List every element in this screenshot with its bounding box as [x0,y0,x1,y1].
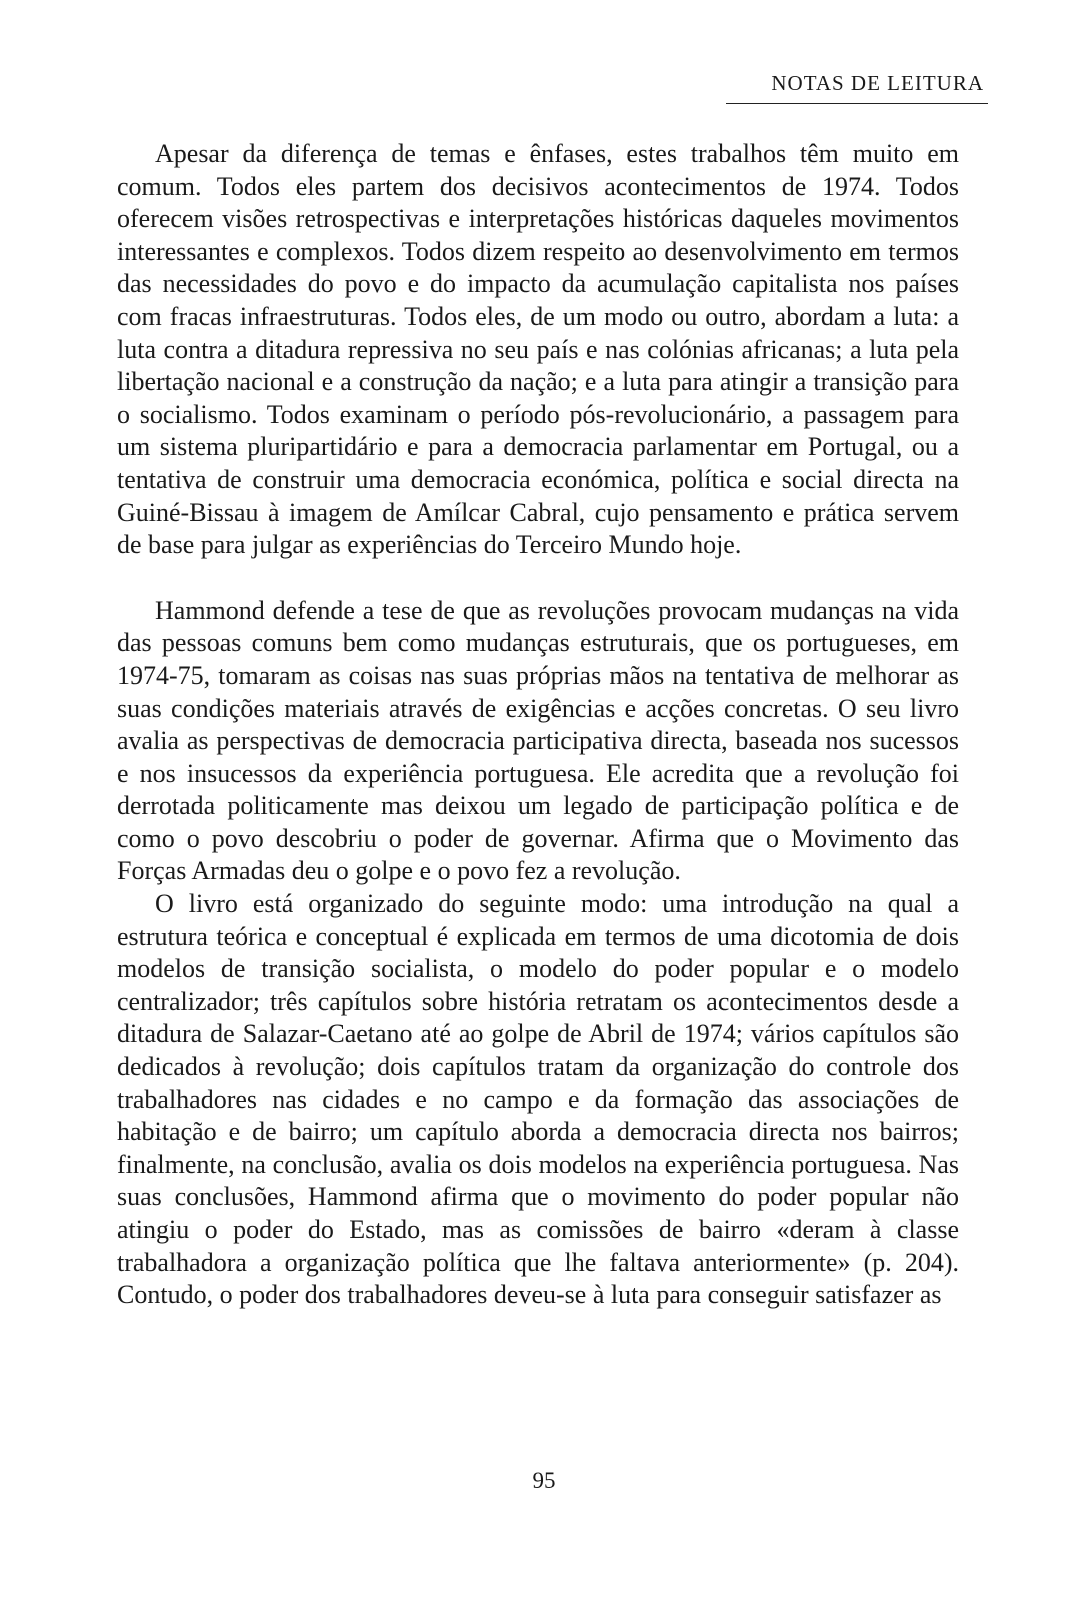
paragraph-3: O livro está organizado do seguinte modo: uma introdução na qual a estrutura teórica e conceptual é explicada em termos de uma dicotomia de dois modelos de transição socialista, o modelo do poder popular e o modelo centralizador; três capítulos sobre história retratam os acontecimentos desde a ditadura de Salazar-Caetano até ao golpe de Abril de 1974; vários capítulos são dedicados à revolução; dois capítulos tratam da organização do controle dos trabalhadores nas cidades e no campo e da formação das associações de habitação e de bairro; um capítulo aborda a democracia directa nos bairros; finalmente, na conclusão, avalia os dois modelos na experiência portuguesa. Nas suas conclusões, Hammond afirma que o movimento do poder popular não atingiu o poder do Estado, mas as comissões de bairro «deram à classe trabalhadora a organização política que lhe faltava anteriormente» (p. 204). Contudo, o poder dos trabalhadores deveu-se à luta para conseguir satisfazer as [117,889,959,1310]
running-head: NOTAS DE LEITURA [771,71,984,95]
paragraph-1: Apesar da diferença de temas e ênfases, estes trabalhos têm muito em comum. Todos eles partem dos decisivos acontecimentos de 1974. Todos oferecem visões retrospectivas e interpretações históricas daqueles movimentos interessantes e complexos. Todos dizem respeito ao desenvolvimento em termos das necessidades do povo e do impacto da acumulação capitalista nos países com fracas infraestruturas. Todos eles, de um modo ou outro, abordam a luta: a luta contra a ditadura repressiva no seu país e nas colónias africanas; a luta pela libertação nacional e a construção da nação; e a luta para atingir a transição para o socialismo. Todos examinam o período pós-revolucionário, a passagem para um sistema pluripartidário e para a democracia parlamentar em Portugal, ou a tentativa de construir uma democracia económica, política e social directa na Guiné-Bissau à imagem de Amílcar Cabral, cujo pensamento e prática servem de base para julgar as experiências do Terceiro Mundo hoje. [117,139,959,560]
page-number: 95 [532,1468,556,1493]
paragraph-2: Hammond defende a tese de que as revoluções provocam mudanças na vida das pessoas comuns bem como mudanças estruturais, que os portugueses, em 1974-75, tomaram as coisas nas suas próprias mãos na tentativa de melhorar as suas condições materiais através de exigências e acções concretas. O seu livro avalia as perspectivas de democracia participativa directa, baseada nos sucessos e nos insucessos da experiência portuguesa. Ele acredita que a revolução foi derrotada politicamente mas deixou um legado de participação política e de como o povo descobriu o poder de governar. Afirma que o Movimento das Forças Armadas deu o golpe e o povo fez a revolução. [117,595,959,886]
body-text [117,138,959,1312]
running-head-rule [726,103,988,104]
